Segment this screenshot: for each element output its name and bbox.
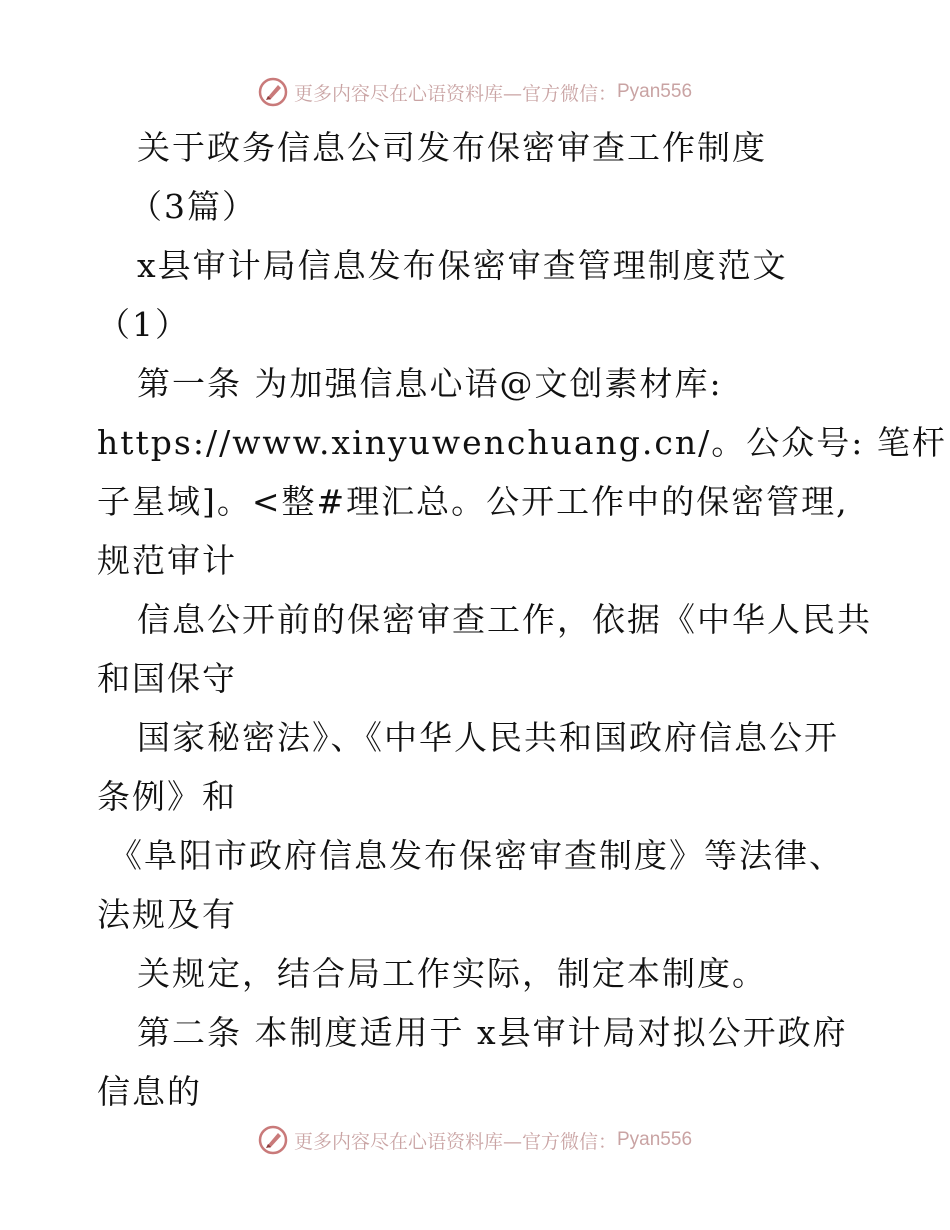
document-subtitle: x县审计局信息发布保密审查管理制度范文: [137, 246, 788, 285]
paragraph-line: 国家秘密法》、《中华人民共和国政府信息公开: [137, 718, 839, 757]
paragraph-line: 信息公开前的保密审查工作，依据《中华人民共: [137, 600, 872, 639]
document-body: [97, 118, 947, 1121]
pen-logo-icon: [258, 77, 288, 107]
paragraph-line-url: https://www.xinyuwenchuang.cn/。公众号: 笔杆: [97, 423, 947, 462]
watermark-text: 更多内容尽在心语资料库—官方微信：: [293, 82, 617, 105]
watermark-banner-bottom: [0, 1120, 950, 1160]
paragraph-line: 第二条 本制度适用于 x县审计局对拟公开政府: [137, 1013, 848, 1052]
watermark-banner-top: [0, 72, 950, 112]
paragraph-line: 信息的: [97, 1072, 202, 1111]
watermark-text: 更多内容尽在心语资料库—官方微信：: [293, 1130, 617, 1153]
paragraph-line: 和国保守: [97, 659, 237, 698]
paragraph-line: 条例》和: [97, 777, 237, 816]
pen-logo-icon: [258, 1125, 288, 1155]
paragraph-line: 子星域]。<整#理汇总。公开工作中的保密管理,: [97, 482, 849, 521]
paragraph-line: 规范审计: [97, 541, 237, 580]
paragraph-line: 《阜阳市政府信息发布保密审查制度》等法律、: [109, 836, 844, 875]
paragraph-line: 第一条 为加强信息心语@文创素材库:: [137, 364, 723, 403]
paragraph-line: 关规定，结合局工作实际，制定本制度。: [137, 954, 767, 993]
watermark-wechat-id: Pyan556: [617, 81, 693, 102]
document-title: 关于政务信息公司发布保密审查工作制度: [137, 128, 767, 167]
paragraph-line: 法规及有: [97, 895, 237, 934]
document-title-count: （3篇）: [129, 187, 257, 226]
document-subtitle-number: （1）: [97, 305, 190, 344]
watermark-wechat-id: Pyan556: [617, 1129, 693, 1150]
